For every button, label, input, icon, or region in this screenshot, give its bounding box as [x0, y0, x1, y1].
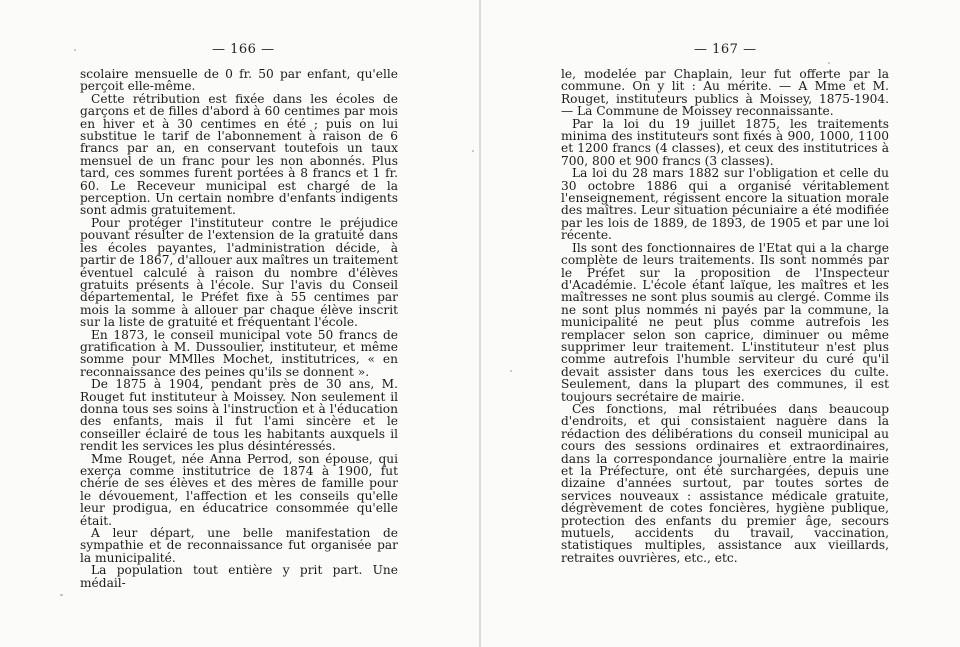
paragraph: A leur départ, une belle manifestation de sympathie et de reconnaissance fut organisée par la municipalité. [80, 526, 398, 565]
paragraph: En 1873, le conseil municipal vote 50 francs de gratification à M. Dussoulier, instituteur, et même somme pour MMlles Mochet, institutrices, « en reconnaissance des peines qu'ils se donnent ». [80, 327, 398, 379]
left-page [0, 0, 479, 647]
paragraph: Cette rétribution est fixée dans les écoles de garçons et de filles d'abord à 60 centimes par mois en hiver et à 30 centimes en été ; puis on lui substitue le tarif de l'abonnement à raison de 6 francs par an, en conservant toutefois un taux mensuel de un franc pour les non abonnés. Plus tard, ces sommes furent portées à 8 francs et 1 fr. 60. Le Receveur municipal est chargé de la perception. Un certain nombre d'enfants indigents sont admis gratuitement. [80, 91, 398, 218]
paragraph: le, modelée par Chaplain, leur fut offerte par la commune. On y lit : Au mérite. — A Mme et M. Rouget, instituteurs publics à Moissey, 1875-1904. — La Commune de Moissey reconnaissante. [561, 67, 889, 119]
paragraph: Ils sont des fonctionnaires de l'Etat qui a la charge complète de leurs traitements. Ils sont nommés par le Préfet sur la proposition de l'Inspecteur d'Académie. L'école étant laïque, les maîtres et les maîtresses ne sont plus soumis au clergé. Comme ils ne sont plus nommés ni payés par la commune, la municipalité ne peut plus comme autrefois les remplacer selon son caprice, diminuer ou même supprimer leur traitement. L'instituteur n'est plus comme autrefois l'humble serviteur du curé qu'il devait assister dans tous les exercices du culte. Seulement, dans la plupart des communes, il est toujours secrétaire de mairie. [561, 240, 889, 404]
page-number: — 166 — [212, 42, 275, 57]
paragraph: Ces fonctions, mal rétribuées dans beaucoup d'endroits, et qui consistaient naguère dans la rédaction des délibérations du conseil municipal au cours des sessions ordinaires et extraordinaires, dans la correspondance journalière entre la mairie et la Préfecture, ont été surchargées, depuis une dizaine d'années surtout, par toutes sortes de services nouveaux : assistance médicale gratuite, dégrèvement de cotes foncières, hygiène publique, protection des enfants du premier âge, secours mutuels, accidents du travail, vaccination, statistiques multiples, assistance aux vieillards, retraites ouvrières, etc., etc. [561, 401, 889, 565]
paragraph: La loi du 28 mars 1882 sur l'obligation et celle du 30 octobre 1886 qui a organisé véritablement l'enseignement, régissent encore la situation morale des maîtres. Leur situation pécuniaire a été modifiée par les lois de 1889, de 1893, de 1905 et par une loi récente. [561, 166, 889, 243]
paragraph: De 1875 à 1904, pendant près de 30 ans, M. Rouget fut instituteur à Moissey. Non seulement il donna tous ses soins à l'instruction et à l'éducation des enfants, mais il fut l'ami sincère et le conseiller éclairé de tous les habitants auxquels il rendit les services les plus désintéressés. [80, 377, 398, 454]
paragraph: Pour protéger l'instituteur contre le préjudice pouvant résulter de l'extension de la gratuité dans les écoles payantes, l'administration décide, à partir de 1867, d'allouer aux maîtres un traitement éventuel calculé à raison du nombre d'élèves gratuits présents à l'école. Sur l'avis du Conseil départemental, le Préfet fixe à 55 centimes par mois la somme à allouer par chaque élève inscrit sur la liste de gratuité et fréquentant l'école. [80, 215, 398, 330]
paragraph: Par la loi du 19 juillet 1875, les traitements minima des instituteurs sont fixés à 900, 1000, 1100 et 1200 francs (4 classes), et ceux des institutrices à 700, 800 et 900 francs (3 classes). [561, 116, 889, 168]
paragraph: Mme Rouget, née Anna Perrod, son épouse, qui exerça comme institutrice de 1874 à 1900, fut chérie de ses élèves et des mères de famille pour le dévouement, l'affection et les conseils qu'elle leur prodigua, en éducatrice consommée qu'elle était. [80, 451, 398, 528]
page-body [561, 68, 889, 564]
paper-speck [828, 62, 830, 64]
paper-speck [472, 150, 474, 152]
paragraph: La population tout entière y prit part. Une médail- [80, 563, 398, 590]
paragraph: scolaire mensuelle de 0 fr. 50 par enfant, qu'elle perçoit elle-même. [80, 67, 398, 94]
paper-speck [510, 370, 512, 372]
page-number: — 167 — [694, 42, 757, 57]
page-body [80, 68, 398, 589]
paper-speck [74, 49, 76, 51]
paper-speck [60, 594, 63, 596]
right-page [481, 0, 960, 647]
